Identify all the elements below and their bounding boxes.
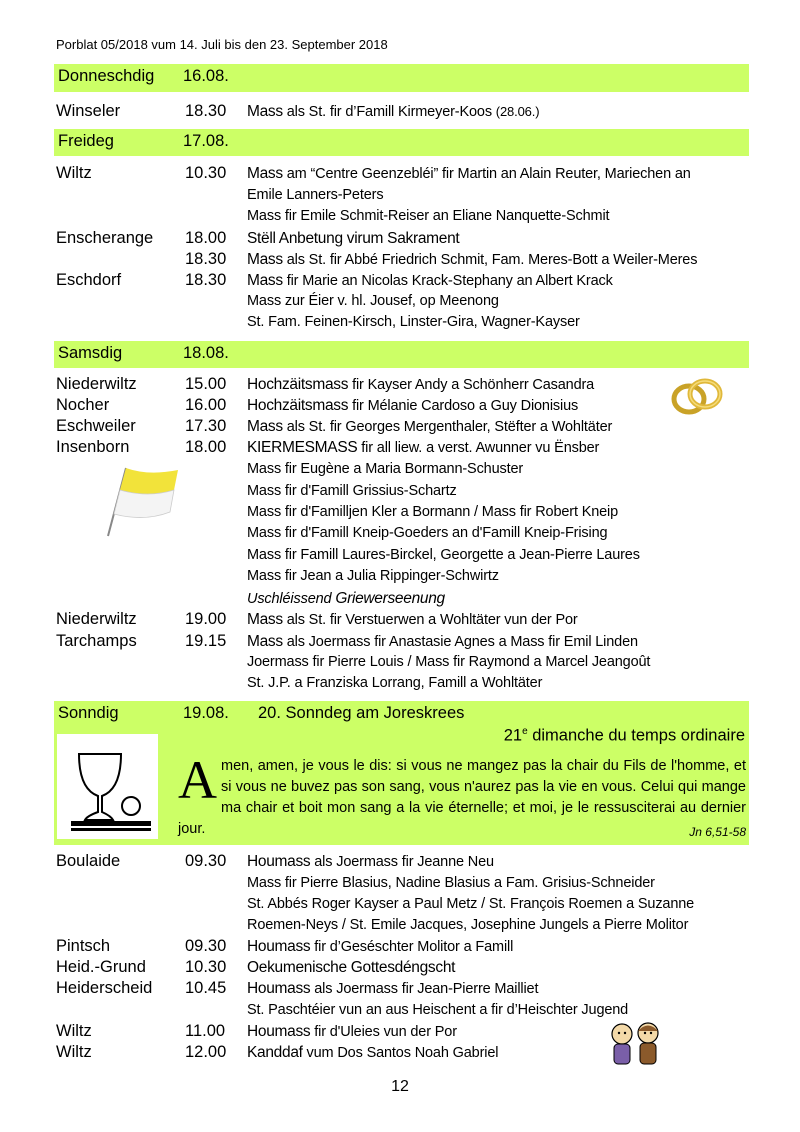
place: Wiltz: [56, 164, 92, 182]
page-number: 12: [391, 1078, 409, 1095]
description: St. Abbés Roger Kayser a Paul Metz / St. François Roemen a Suzanne: [247, 896, 695, 912]
description: Roemen-Neys / St. Emile Jacques, Josephine Jungels a Pierre Molitor: [247, 917, 689, 933]
band-date: 19.08.: [183, 704, 229, 722]
band-subtitle: 21e dimanche du temps ordinaire: [503, 726, 745, 745]
description: St. Paschtéier vun an aus Heischent a fir d’Heischter Jugend: [247, 1002, 629, 1018]
schedule-row: [0, 610, 800, 632]
place: Wiltz: [56, 1022, 92, 1040]
schedule-row: [0, 653, 800, 675]
place: Heid.-Grund: [56, 958, 146, 976]
time: 17.30: [185, 417, 227, 435]
time: 18.30: [185, 250, 227, 268]
description: Joermass fir Pierre Louis / Mass fir Raymond a Marcel Jeangoût: [247, 654, 651, 670]
place: Niederwiltz: [56, 610, 137, 628]
time: 12.00: [185, 1043, 227, 1061]
description: Mass als St. fir Abbé Friedrich Schmit, Fam. Meres-Bott a Weiler-Meres: [247, 251, 698, 268]
page-header: Porblat 05/2018 vum 14. Juli bis den 23. September 2018: [56, 37, 388, 52]
place: Wiltz: [56, 1043, 92, 1061]
description: KIERMESMASS fir all liew. a verst. Awunner vu Ënsber: [247, 439, 600, 456]
description: Stëll Anbetung virum Sakrament: [247, 230, 460, 247]
description: Mass als Joermass fir Anastasie Agnes a Mass fir Emil Linden: [247, 633, 638, 650]
time: 11.00: [185, 1022, 226, 1040]
time: 10.45: [185, 979, 227, 997]
place: Eschweiler: [56, 417, 136, 435]
schedule-row: [0, 207, 800, 229]
time: 18.30: [185, 102, 227, 120]
schedule-row: [0, 1022, 800, 1044]
description: Houmass fir d’Geséschter Molitor a Famill: [247, 938, 514, 955]
time: 18.00: [185, 438, 227, 456]
wedding-rings-icon: [668, 372, 726, 418]
description: Mass fir Famill Laures-Birckel, Georgette a Jean-Pierre Laures: [247, 547, 640, 563]
time: 18.30: [185, 271, 227, 289]
schedule-row: [0, 674, 800, 696]
schedule-row: [0, 313, 800, 335]
description: Kanddaf vum Dos Santos Noah Gabriel: [247, 1044, 499, 1061]
place: Enscherange: [56, 229, 154, 247]
description: Mass als St. fir Verstuerwen a Wohltäter vun der Por: [247, 611, 578, 628]
children-icon: [604, 1022, 668, 1070]
description: Houmass als Joermass fir Jean-Pierre Mailliet: [247, 980, 539, 997]
description: St. J.P. a Franziska Lorrang, Famill a Wohltäter: [247, 675, 543, 691]
description: Mass fir Marie an Nicolas Krack-Stephany an Albert Krack: [247, 272, 613, 289]
schedule-row: [0, 271, 800, 293]
description: Oekumenische Gottesdéngscht: [247, 959, 456, 976]
place: Winseler: [56, 102, 121, 120]
gospel-quote: [178, 750, 746, 843]
quote-reference: Jn 6,51-58: [689, 825, 746, 839]
schedule-row: [0, 916, 800, 938]
schedule-row: [0, 567, 800, 589]
description: Mass fir d'Famill Kneip-Goeders an d'Famill Kneip-Frising: [247, 525, 608, 541]
schedule-row: [0, 229, 800, 251]
quote-dropcap: A: [178, 750, 217, 810]
schedule-row: [0, 937, 800, 959]
day-band-thursday: [54, 64, 749, 92]
schedule-row: [0, 632, 800, 654]
schedule-row: [0, 895, 800, 917]
schedule-row: [0, 250, 800, 272]
place: Heiderscheid: [56, 979, 153, 997]
band-title: 20. Sonndeg am Joreskrees: [258, 704, 465, 722]
schedule-row: [0, 164, 800, 186]
time: 19.15: [185, 632, 227, 650]
schedule-row: [0, 417, 800, 439]
schedule-row: [0, 186, 800, 208]
band-date: 16.08.: [183, 67, 229, 85]
schedule-row: [0, 546, 800, 568]
day-band-saturday: [54, 341, 749, 368]
time: 19.00: [185, 610, 227, 628]
description: Mass als St. fir Georges Mergenthaler, Stëfter a Wohltäter: [247, 418, 613, 435]
chalice-host-icon: [57, 734, 158, 839]
description: Mass fir Jean a Julia Rippinger-Schwirtz: [247, 568, 499, 584]
description: Hochzäitsmass fir Kayser Andy a Schönherr Casandra: [247, 376, 595, 393]
schedule-row: [0, 438, 800, 460]
place: Boulaide: [56, 852, 121, 870]
time: 09.30: [185, 852, 227, 870]
description: Emile Lanners-Peters: [247, 187, 384, 203]
band-day: Donneschdig: [58, 67, 155, 85]
description: Mass zur Éier v. hl. Jousef, op Meenong: [247, 293, 499, 309]
band-day: Samsdig: [58, 344, 123, 362]
description: Mass fir Pierre Blasius, Nadine Blasius a Fam. Grisius-Schneider: [247, 875, 655, 891]
papal-flag-icon: [104, 464, 184, 538]
schedule-row: [0, 1043, 800, 1065]
time: 09.30: [185, 937, 227, 955]
time: 18.00: [185, 229, 227, 247]
description: Hochzäitsmass fir Mélanie Cardoso a Guy Dionisius: [247, 397, 579, 414]
schedule-row: [0, 874, 800, 896]
time: 15.00: [185, 375, 227, 393]
place: Nocher: [56, 396, 110, 414]
schedule-row: [0, 852, 800, 874]
schedule-row: [0, 102, 800, 124]
band-day: Freideg: [58, 132, 114, 150]
place: Tarchamps: [56, 632, 137, 650]
schedule-row: [0, 292, 800, 314]
description: St. Fam. Feinen-Kirsch, Linster-Gira, Wagner-Kayser: [247, 314, 580, 330]
band-day: Sonndig: [58, 704, 119, 722]
place: Niederwiltz: [56, 375, 137, 393]
description: Mass fir Eugène a Maria Bormann-Schuster: [247, 461, 524, 477]
place: Eschdorf: [56, 271, 122, 289]
description: Mass als St. fir d’Famill Kirmeyer-Koos (28.06.): [247, 103, 540, 120]
place: Pintsch: [56, 937, 111, 955]
description: Uschléissend Griewerseenung: [247, 590, 445, 607]
quote-text: men, amen, je vous le dis: si vous ne mangez pas la chair du Fils de l'homme, et si vous ne buvez pas son sang, vous n'aurez pas la vie en vous. Celui qui mange ma chair et boit mon sang a la vie éternelle; et moi, je le ressusciterai au dernier jour.: [178, 758, 746, 837]
place: Insenborn: [56, 438, 130, 456]
description: Houmass als Joermass fir Jeanne Neu: [247, 853, 494, 870]
schedule-row: [0, 1001, 800, 1023]
time: 16.00: [185, 396, 227, 414]
description: Mass fir d'Famill Grissius-Schartz: [247, 483, 457, 499]
description: Mass fir d'Familljen Kler a Bormann / Mass fir Robert Kneip: [247, 504, 619, 520]
time: 10.30: [185, 164, 227, 182]
description: Mass fir Emile Schmit-Reiser an Eliane Nanquette-Schmit: [247, 208, 610, 224]
schedule-row: [0, 589, 800, 611]
band-date: 17.08.: [183, 132, 229, 150]
description: Houmass fir d'Uleies vun der Por: [247, 1023, 457, 1040]
description: Mass am “Centre Geenzebléi” fir Martin an Alain Reuter, Mariechen an: [247, 165, 691, 182]
schedule-row: [0, 958, 800, 980]
band-date: 18.08.: [183, 344, 229, 362]
time: 10.30: [185, 958, 227, 976]
day-band-friday: [54, 129, 749, 156]
schedule-row: [0, 979, 800, 1001]
